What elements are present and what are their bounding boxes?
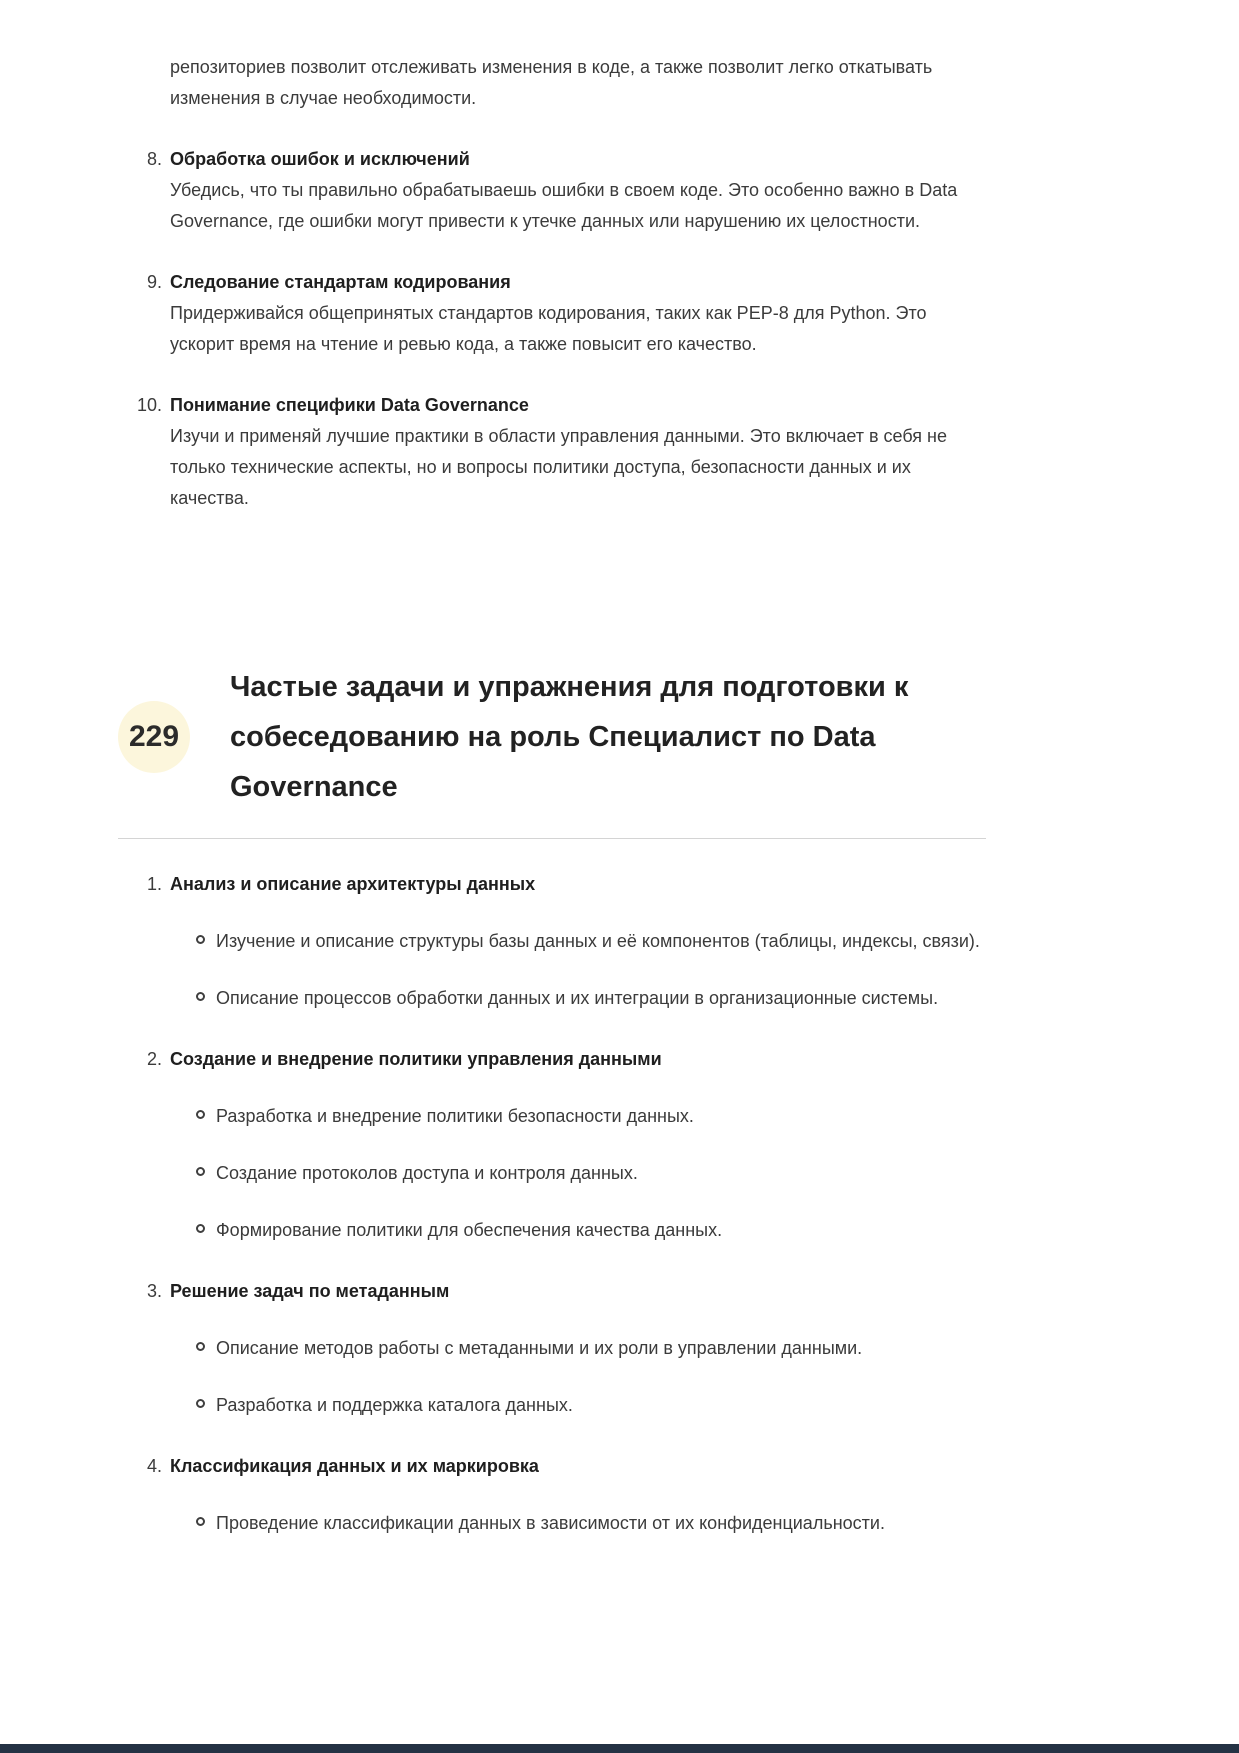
- task-subitems: [108, 1333, 1119, 1421]
- task-head: [108, 1044, 1119, 1075]
- bottom-bar: [0, 1744, 1239, 1753]
- circle-bullet-icon: [196, 992, 205, 1001]
- tip-body: Придерживайся общепринятых стандартов кодирования, таких как PEP-8 для Python. Это ускорит время на чтение и ревью кода, а также повысит его качество.: [170, 303, 927, 354]
- tip-item: [108, 267, 1119, 360]
- subitem: [196, 1215, 986, 1246]
- task-number: 4.: [146, 1456, 162, 1476]
- task-number: 1.: [146, 874, 162, 894]
- subitem-text: Изучение и описание структуры базы данных и её компонентов (таблицы, индексы, связи).: [216, 931, 980, 951]
- tip-body: Изучи и применяй лучшие практики в области управления данными. Это включает в себя не только технические аспекты, но и вопросы политики доступа, безопасности данных и их качества.: [170, 426, 947, 508]
- task-item: [108, 1451, 1119, 1539]
- tip-body: Убедись, что ты правильно обрабатываешь ошибки в своем коде. Это особенно важно в Data Governance, где ошибки могут привести к утечке данных или нарушению их целостности.: [170, 180, 958, 231]
- task-title: Анализ и описание архитектуры данных: [170, 874, 536, 894]
- task-number: 2.: [146, 1049, 162, 1069]
- subitem-text: Создание протоколов доступа и контроля данных.: [216, 1163, 638, 1183]
- circle-bullet-icon: [196, 935, 205, 944]
- subitem: [196, 1508, 986, 1539]
- task-subitems: [108, 1101, 1119, 1246]
- task-title: Классификация данных и их маркировка: [170, 1456, 539, 1476]
- subitem: [196, 1158, 986, 1189]
- tip-title: Понимание специфики Data Governance: [170, 395, 529, 415]
- item-number: 9.: [146, 272, 162, 292]
- circle-bullet-icon: [196, 1167, 205, 1176]
- section-title: Частые задачи и упражнения для подготовки к собеседованию на роль Специалист по Data Governance: [230, 671, 909, 803]
- task-title: Решение задач по метаданным: [170, 1281, 450, 1301]
- task-head: [108, 1276, 1119, 1307]
- subitem-text: Описание методов работы с метаданными и их роли в управлении данными.: [216, 1338, 863, 1358]
- tip-title: Обработка ошибок и исключений: [170, 149, 470, 169]
- circle-bullet-icon: [196, 1517, 205, 1526]
- subitem-text: Проведение классификации данных в зависимости от их конфиденциальности.: [216, 1513, 885, 1533]
- tip-item: [108, 144, 1119, 237]
- continuation-paragraph: репозиториев позволит отслеживать изменения в коде, а также позволит легко откатывать изменения в случае необходимости.: [170, 57, 933, 108]
- subitem: [196, 926, 986, 957]
- subitem: [196, 983, 986, 1014]
- tips-list: [108, 144, 1119, 514]
- section-divider: [118, 838, 986, 839]
- task-number: 3.: [146, 1281, 162, 1301]
- tip-content: [170, 390, 992, 514]
- subitem: [196, 1390, 986, 1421]
- tasks-list: [108, 869, 1119, 1539]
- section-header: [108, 662, 1119, 812]
- subitem-text: Разработка и внедрение политики безопасности данных.: [216, 1106, 694, 1126]
- subitem-text: Описание процессов обработки данных и их интеграции в организационные системы.: [216, 988, 939, 1008]
- item-number: 8.: [146, 149, 162, 169]
- item-number: 10.: [136, 395, 162, 415]
- subitem: [196, 1101, 986, 1132]
- subitem: [196, 1333, 986, 1364]
- task-item: [108, 1044, 1119, 1246]
- circle-bullet-icon: [196, 1399, 205, 1408]
- task-head: [108, 869, 1119, 900]
- tip-content: [170, 267, 992, 360]
- tip-title: Следование стандартам кодирования: [170, 272, 511, 292]
- task-subitems: [108, 1508, 1119, 1539]
- task-item: [108, 869, 1119, 1014]
- circle-bullet-icon: [196, 1342, 205, 1351]
- task-title: Создание и внедрение политики управления данными: [170, 1049, 662, 1069]
- tip-item: [108, 390, 1119, 514]
- tip-content: [170, 144, 992, 237]
- circle-bullet-icon: [196, 1110, 205, 1119]
- section-number-badge: 229: [118, 701, 190, 773]
- subitem-text: Формирование политики для обеспечения качества данных.: [216, 1220, 723, 1240]
- subitem-text: Разработка и поддержка каталога данных.: [216, 1395, 573, 1415]
- task-subitems: [108, 926, 1119, 1014]
- task-item: [108, 1276, 1119, 1421]
- task-head: [108, 1451, 1119, 1482]
- circle-bullet-icon: [196, 1224, 205, 1233]
